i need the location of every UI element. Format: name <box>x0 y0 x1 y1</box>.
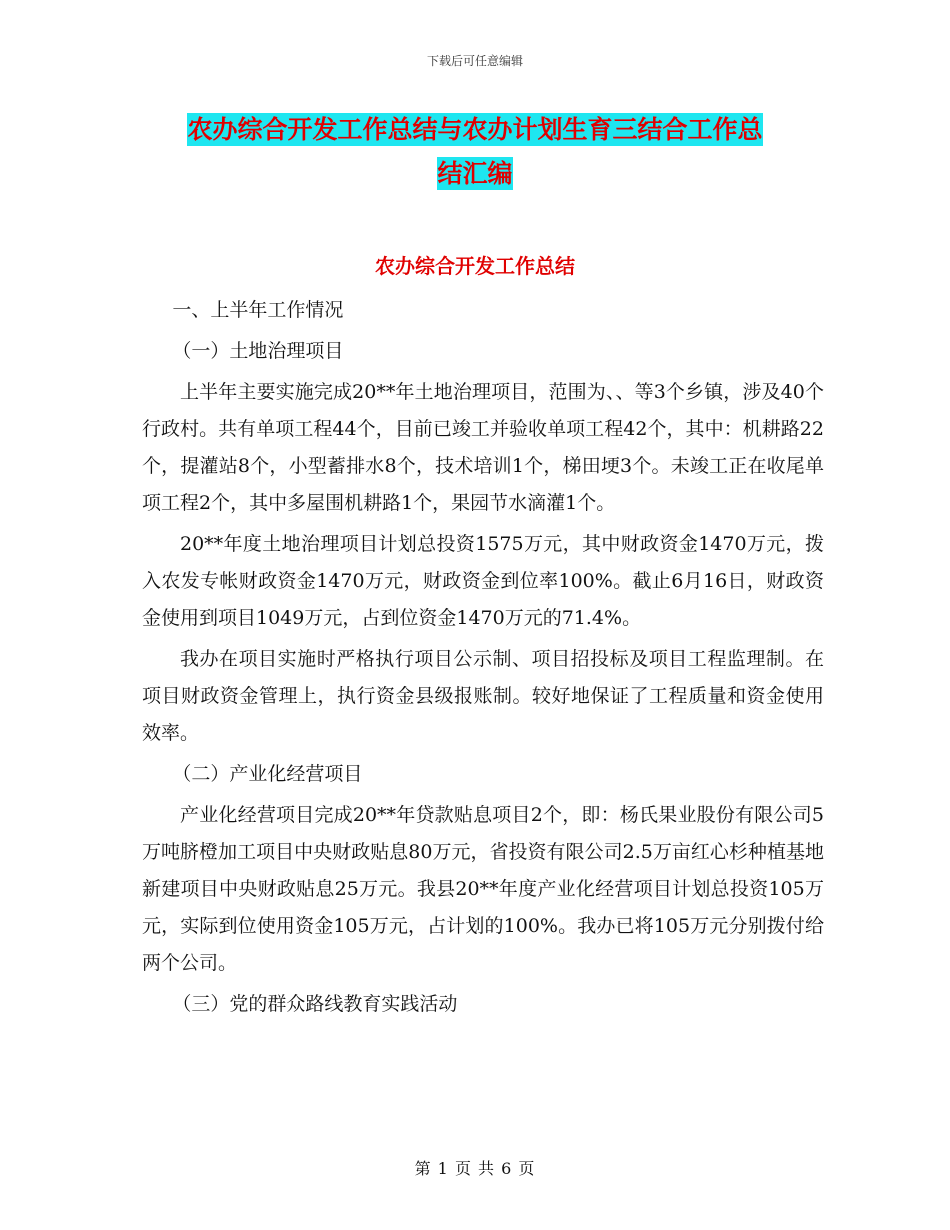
paragraph-land-project: 上半年主要实施完成20**年土地治理项目，范围为、、等3个乡镇，涉及40个行政村。共有单项工程44个，目前已竣工并验收单项工程42个，其中：机耕路22个，提灌站8个，小型蓄排水8个，技术培训1个，梯田埂3个。未竣工正在收尾单项工程2个，其中多屋围机耕路1个，果园节水滴灌1个。 <box>142 381 824 514</box>
document-body <box>142 292 824 1027</box>
section-title: 农办综合开发工作总结 <box>375 254 575 278</box>
subheading-land-project: （一）土地治理项目 <box>172 340 344 362</box>
document-title-text-1: 农办综合开发工作总结与农办计划生育三结合工作总 <box>187 115 763 144</box>
paragraph-management: 我办在项目实施时严格执行项目公示制、项目招投标及项目工程监理制。在项目财政资金管理上，执行资金县级报账制。较好地保证了工程质量和资金使用效率。 <box>142 648 824 744</box>
page-footer: 第 1 页 共 6 页 <box>414 1159 536 1178</box>
document-title-line-1 <box>0 114 950 146</box>
paragraph-investment: 20**年度土地治理项目计划总投资1575万元，其中财政资金1470万元，拨入农发专帐财政资金1470万元，财政资金到位率100%。截止6月16日，财政资金使用到项目1049万元，占到位资金1470万元的71.4%。 <box>142 533 824 629</box>
document-title-line-2 <box>0 158 950 190</box>
heading-first-half-work: 一、上半年工作情况 <box>172 299 344 321</box>
document-title-text-2: 结汇编 <box>437 159 513 188</box>
subheading-mass-line: （三）党的群众路线教育实践活动 <box>172 993 458 1015</box>
paragraph-industrial-project: 产业化经营项目完成20**年贷款贴息项目2个，即：杨氏果业股份有限公司5万吨脐橙加工项目中央财政贴息80万元，省投资有限公司2.5万亩红心杉种植基地新建项目中央财政贴息25万元。我县20**年度产业化经营项目计划总投资105万元，实际到位使用资金105万元，占计划的100%。我办已将105万元分别拨付给两个公司。 <box>142 804 824 974</box>
header-note: 下载后可任意编辑 <box>426 54 523 68</box>
subheading-industrial-project: （二）产业化经营项目 <box>172 763 363 785</box>
